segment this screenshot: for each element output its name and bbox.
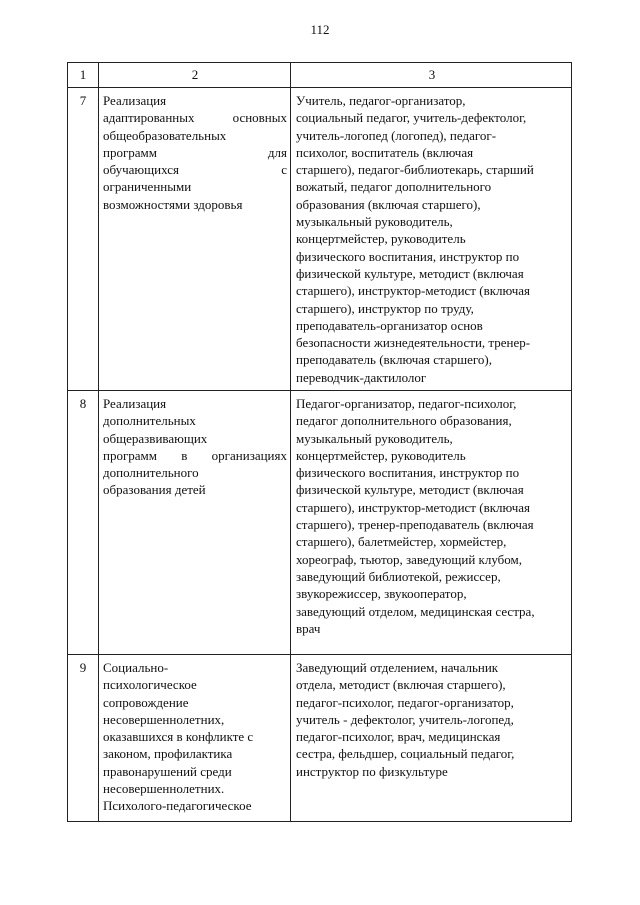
positions-table xyxy=(67,62,572,822)
table-row xyxy=(68,391,572,655)
position-line: физической культуре, методист (включая xyxy=(296,265,524,281)
position-line: Педагог-организатор, педагог-психолог, xyxy=(296,396,517,411)
activity-line: Социально- xyxy=(103,660,169,675)
row-number: 7 xyxy=(79,93,87,108)
position-line: вожатый, педагог дополнительного xyxy=(296,179,492,195)
position-line: физической культуре, методист (включая xyxy=(296,482,524,498)
positions-cell xyxy=(296,391,568,637)
header-cell-2: 2 xyxy=(99,63,291,88)
position-line: Учитель, педагог-организатор, xyxy=(296,93,466,108)
position-line: преподаватель (включая старшего), xyxy=(296,352,492,368)
position-line: звукорежиссер, звукооператор, xyxy=(296,586,467,602)
activity-line: образования детей xyxy=(103,482,206,498)
position-line: хореограф, тьютор, заведующий клубом, xyxy=(296,551,523,567)
position-line: старшего), педагог-библиотекарь, старший xyxy=(296,162,534,178)
positions-cell xyxy=(296,655,568,780)
positions-cell xyxy=(296,88,568,386)
activity-line: адаптированных основных xyxy=(103,110,287,126)
activity-line: Реализация xyxy=(103,396,167,411)
position-line: психолог, воспитатель (включая xyxy=(296,144,474,160)
activity-line: дополнительного xyxy=(103,465,199,481)
position-line: инструктор по физкультуре xyxy=(296,763,448,779)
position-line: старшего), инструктор-методист (включая xyxy=(296,499,531,515)
position-line: заведующий отделом, медицинская сестра, xyxy=(296,603,535,619)
activity-cell xyxy=(103,88,287,213)
position-line: физического воспитания, инструктор по xyxy=(296,465,520,481)
row-number: 8 xyxy=(79,396,87,411)
activity-line: Психолого-педагогическое xyxy=(103,798,252,814)
table-header-row xyxy=(68,63,572,88)
activity-line: обучающихся с xyxy=(103,162,287,178)
position-line: переводчик-дактилолог xyxy=(296,369,427,385)
position-line: учитель - дефектолог, учитель-логопед, xyxy=(296,711,514,727)
activity-line: сопровождение xyxy=(103,694,189,710)
activity-line: законом, профилактика xyxy=(103,746,233,762)
position-line: концертмейстер, руководитель xyxy=(296,447,466,463)
position-line: старшего), тренер-преподаватель (включая xyxy=(296,517,534,533)
position-line: физического воспитания, инструктор по xyxy=(296,248,520,264)
activity-line: несовершеннолетних. xyxy=(103,781,225,797)
page-number: 112 xyxy=(310,22,330,37)
activity-line: программ в организациях xyxy=(103,447,287,463)
position-line: врач xyxy=(296,620,321,636)
header-cell-3: 3 xyxy=(291,63,572,88)
activity-line: несовершеннолетних, xyxy=(103,711,225,727)
activity-cell xyxy=(103,391,287,499)
position-line: учитель-логопед (логопед), педагог- xyxy=(296,127,497,143)
position-line: заведующий библиотекой, режиссер, xyxy=(296,568,501,584)
position-line: старшего), балетмейстер, хормейстер, xyxy=(296,534,507,550)
row-number: 9 xyxy=(79,660,87,675)
position-line: педагог-психолог, врач, медицинская xyxy=(296,729,501,745)
position-line: музыкальный руководитель, xyxy=(296,214,453,230)
position-line: старшего), инструктор-методист (включая xyxy=(296,283,531,299)
position-line: образования (включая старшего), xyxy=(296,196,481,212)
table-row xyxy=(68,655,572,822)
activity-line: Реализация xyxy=(103,93,167,108)
activity-line: оказавшихся в конфликте с xyxy=(103,729,254,745)
activity-line: программ для xyxy=(103,144,287,160)
position-line: старшего), инструктор по труду, xyxy=(296,300,474,316)
position-line: концертмейстер, руководитель xyxy=(296,231,466,247)
position-line: социальный педагог, учитель-дефектолог, xyxy=(296,110,527,126)
position-line: педагог дополнительного образования, xyxy=(296,413,512,429)
position-line: Заведующий отделением, начальник xyxy=(296,660,499,675)
activity-line: правонарушений среди xyxy=(103,763,232,779)
position-line: преподаватель-организатор основ xyxy=(296,317,483,333)
position-line: сестра, фельдшер, социальный педагог, xyxy=(296,746,515,762)
position-line: музыкальный руководитель, xyxy=(296,430,453,446)
position-line: безопасности жизнедеятельности, тренер- xyxy=(296,335,531,351)
activity-line: общеразвивающих xyxy=(103,430,208,446)
activity-line: психологическое xyxy=(103,677,197,693)
position-line: педагог-психолог, педагог-организатор, xyxy=(296,694,514,710)
header-cell-1: 1 xyxy=(68,63,99,88)
activity-line: ограниченными xyxy=(103,179,192,195)
activity-line: общеобразовательных xyxy=(103,127,227,143)
activity-line: дополнительных xyxy=(103,413,196,429)
activity-cell xyxy=(103,655,287,815)
activity-line: возможностями здоровья xyxy=(103,196,243,212)
table-row xyxy=(68,88,572,391)
position-line: отдела, методист (включая старшего), xyxy=(296,677,506,693)
